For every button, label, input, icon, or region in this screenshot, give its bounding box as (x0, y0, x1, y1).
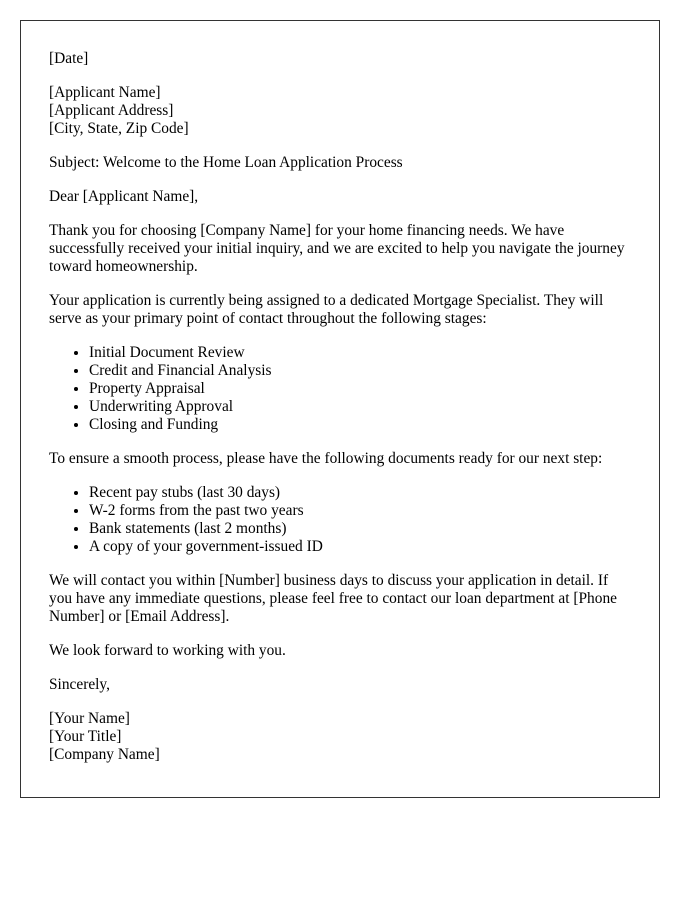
salutation: Dear [Applicant Name], (49, 188, 199, 205)
closing-line: We look forward to working with you. (49, 642, 286, 659)
stage-list-item: • Underwriting Approval (89, 398, 631, 416)
sender-name: [Your Name] (49, 710, 130, 727)
signature-block (49, 710, 631, 764)
recipient-address: [Applicant Address] (49, 102, 174, 119)
document-list-item: • W-2 forms from the past two years (89, 502, 631, 520)
intro-paragraph: Thank you for choosing [Company Name] for your home financing needs. We have successfully received your initial inquiry, and we are excited to help you navigate the journey toward homeownership. (49, 222, 625, 275)
subject-line: Subject: Welcome to the Home Loan Application Process (49, 154, 403, 171)
stage-list-item: • Initial Document Review (89, 344, 631, 362)
recipient-city-state-zip: [City, State, Zip Code] (49, 120, 189, 137)
recipient-address-block (49, 84, 631, 138)
stage-list-item: • Closing and Funding (89, 416, 631, 434)
documents-list (49, 484, 631, 556)
document-list-item: • Bank statements (last 2 months) (89, 520, 631, 538)
letter-document (20, 20, 660, 798)
document-list-item: • A copy of your government-issued ID (89, 538, 631, 556)
stages-intro-paragraph: Your application is currently being assigned to a dedicated Mortgage Specialist. They will serve as your primary point of contact throughout the following stages: (49, 292, 604, 327)
stage-list-item: • Credit and Financial Analysis (89, 362, 631, 380)
contact-paragraph: We will contact you within [Number] business days to discuss your application in detail. If you have any immediate questions, please feel free to contact our loan department at [Phone Number] or [Email Address]. (49, 572, 617, 625)
documents-intro-paragraph: To ensure a smooth process, please have the following documents ready for our next step: (49, 450, 603, 467)
sender-company: [Company Name] (49, 746, 160, 763)
stage-list-item: • Property Appraisal (89, 380, 631, 398)
document-list-item: • Recent pay stubs (last 30 days) (89, 484, 631, 502)
sign-off: Sincerely, (49, 676, 110, 693)
stages-list (49, 344, 631, 434)
recipient-name: [Applicant Name] (49, 84, 161, 101)
letter-date (49, 50, 631, 68)
sender-title: [Your Title] (49, 728, 122, 745)
date-text: [Date] (49, 50, 89, 67)
